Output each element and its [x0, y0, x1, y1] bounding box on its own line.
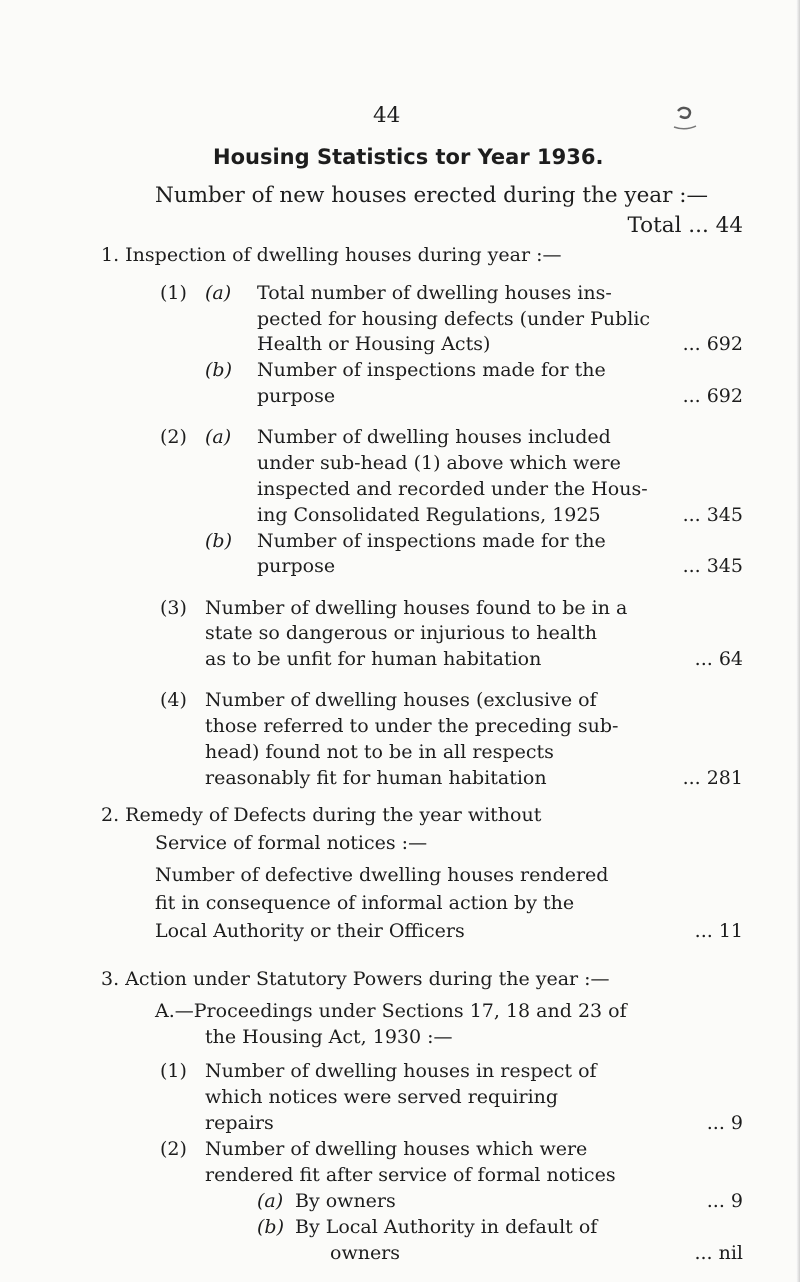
item-line: Number of dwelling houses included [257, 426, 611, 448]
item-line: Total number of dwelling houses ins- [257, 282, 612, 304]
item-value: ... 11 [694, 920, 743, 942]
item-num: (2) [160, 1138, 187, 1160]
item-line: fit in consequence of informal action by the [155, 892, 575, 914]
item-line: as to be unfit for human habitation [205, 648, 542, 670]
item-letter: (a) [205, 282, 232, 304]
item-line: owners [330, 1242, 401, 1264]
item-line: Number of defective dwelling houses rendered [155, 864, 609, 886]
item-line: rendered fit after service of formal notices [205, 1164, 616, 1186]
item-letter: (b) [257, 1216, 284, 1238]
item-line: purpose [257, 385, 336, 407]
section-2-heading: Service of formal notices :— [155, 832, 428, 854]
item-value: ... 692 [682, 333, 743, 355]
item-line: under sub-head (1) above which were [257, 452, 621, 474]
item-line: Number of dwelling houses (exclusive of [205, 689, 597, 711]
item-letter: (a) [205, 426, 232, 448]
page-edge [796, 0, 800, 1282]
item-num: (1) [160, 1060, 187, 1082]
item-value: ... 64 [694, 648, 743, 670]
new-houses-intro: Number of new houses erected during the year :— [155, 183, 708, 208]
section-3-heading: 3. Action under Statutory Powers during the year :— [101, 968, 610, 990]
item-line: those referred to under the preceding sub- [205, 715, 619, 737]
subsection-a-heading: A.—Proceedings under Sections 17, 18 and 23 of [155, 1000, 627, 1022]
item-value: ... 345 [682, 504, 743, 526]
item-letter: (b) [205, 530, 232, 552]
item-line: By owners [295, 1190, 396, 1212]
item-line: By Local Authority in default of [295, 1216, 598, 1238]
item-num: (1) [160, 282, 187, 304]
item-value: ... 9 [706, 1190, 743, 1212]
item-line: Number of inspections made for the [257, 530, 606, 552]
item-value: ... nil [694, 1242, 743, 1264]
item-value: ... 281 [682, 767, 743, 789]
item-line: pected for housing defects (under Public [257, 308, 651, 330]
item-line: Number of dwelling houses which were [205, 1138, 588, 1160]
item-line: Number of dwelling houses found to be in a [205, 597, 628, 619]
item-num: (4) [160, 689, 187, 711]
item-line: inspected and recorded under the Hous- [257, 478, 648, 500]
item-line: ing Consolidated Regulations, 1925 [257, 504, 601, 526]
item-line: which notices were served requiring [205, 1086, 559, 1108]
item-line: Health or Housing Acts) [257, 333, 491, 355]
item-line: state so dangerous or injurious to health [205, 622, 598, 644]
page-number: 44 [373, 103, 401, 128]
item-line: Number of dwelling houses in respect of [205, 1060, 597, 1082]
section-2-heading: 2. Remedy of Defects during the year without [101, 804, 542, 826]
item-num: (3) [160, 597, 187, 619]
stamp-mark-icon [670, 103, 700, 133]
item-value: ... 345 [682, 555, 743, 577]
subsection-a-heading: the Housing Act, 1930 :— [205, 1026, 453, 1048]
item-line: Local Authority or their Officers [155, 920, 465, 942]
item-num: (2) [160, 426, 187, 448]
item-letter: (b) [205, 359, 232, 381]
item-line: purpose [257, 555, 336, 577]
item-line: reasonably fit for human habitation [205, 767, 547, 789]
section-1-heading: 1. Inspection of dwelling houses during year :— [101, 244, 562, 266]
item-line: Number of inspections made for the [257, 359, 606, 381]
total-line: Total ... 44 [627, 213, 743, 238]
item-value: ... 692 [682, 385, 743, 407]
page-title: Housing Statistics tor Year 1936. [213, 145, 604, 169]
item-line: repairs [205, 1112, 274, 1134]
item-letter: (a) [257, 1190, 284, 1212]
item-line: head) found not to be in all respects [205, 741, 554, 763]
item-value: ... 9 [706, 1112, 743, 1134]
